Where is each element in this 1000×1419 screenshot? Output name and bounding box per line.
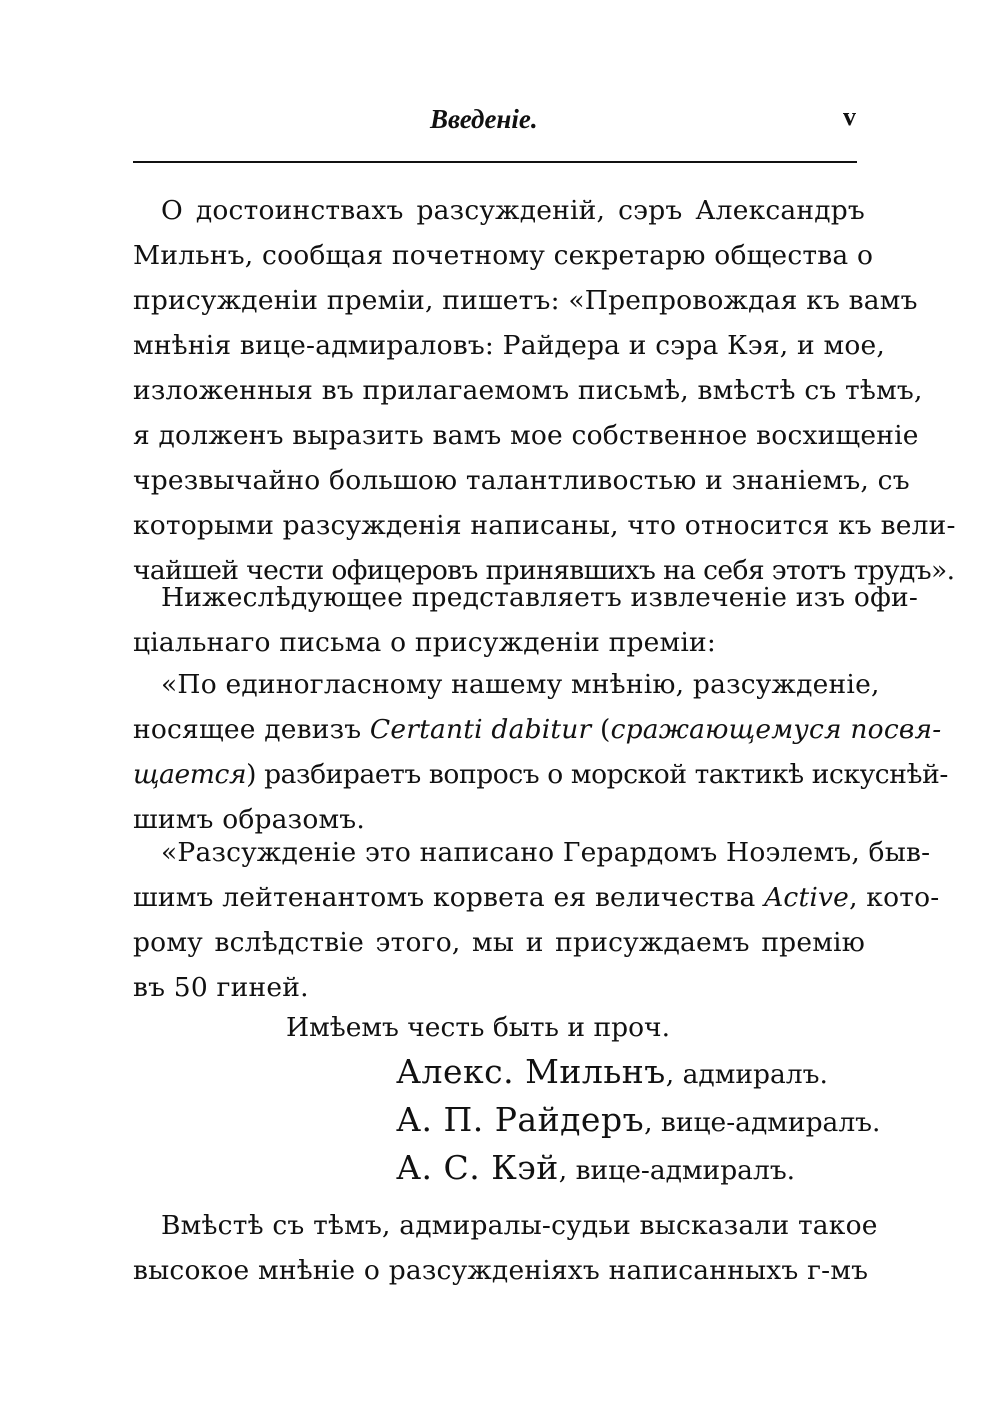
signatory-rank: , вице-адмиралъ.: [558, 1155, 796, 1186]
paragraph-5: [133, 1203, 878, 1293]
text-run: , кото-: [849, 882, 940, 913]
text-line: Мильнъ, сообщая почетному секретарю общества о: [133, 240, 874, 271]
paragraph-1: [133, 188, 956, 593]
signatory-name: А. П. Райдеръ: [396, 1100, 645, 1139]
text-line: я долженъ выразить вамъ мое собственное восхищеніе: [133, 420, 919, 451]
text-line: [133, 875, 940, 920]
header-rule: [133, 161, 857, 163]
text-line: [133, 707, 942, 752]
signatory-name: А. С. Кэй: [396, 1148, 559, 1187]
text-run: (: [591, 714, 611, 745]
text-line: которыми разсужденія написаны, что относится къ вели-: [133, 510, 956, 541]
text-line: [133, 752, 948, 797]
text-run: ) разбираетъ вопросъ о морской тактикѣ искуснѣй-: [246, 759, 948, 790]
text-line: ціальнаго письма о присужденіи преміи:: [133, 627, 717, 658]
signatory-rank: , вице-адмиралъ.: [644, 1107, 881, 1138]
signature: [396, 1148, 795, 1187]
text-run: шимъ лейтенантомъ корвета ея величества: [133, 882, 765, 913]
ship-name: Active: [764, 882, 850, 913]
text-line: присужденіи преміи, пишетъ: «Препровождая къ вамъ: [133, 285, 918, 316]
paragraph-3: [133, 662, 948, 842]
motto-translation: щается: [133, 759, 247, 790]
text-line: высокое мнѣніе о разсужденіяхъ написанныхъ г-мъ: [133, 1255, 869, 1286]
latin-motto: Certanti dabitur: [369, 714, 592, 745]
paragraph-2: [133, 575, 919, 665]
text-line: Нижеслѣдующее представляетъ извлеченіе изъ офи-: [161, 582, 919, 613]
signature: [396, 1052, 828, 1091]
signature: [396, 1100, 880, 1139]
signatory-rank: , адмиралъ.: [665, 1059, 828, 1090]
text-line: чайшей чести офицеровъ принявшихъ на себя этотъ трудъ».: [133, 555, 955, 586]
text-line: «Разсужденіе это написано Герардомъ Ноэлемъ, быв-: [161, 837, 931, 868]
text-line: рому вслѣдствіе этого, мы и присуждаемъ премію: [133, 927, 865, 958]
text-run: носящее девизъ: [133, 714, 370, 745]
text-line: мнѣнія вице-адмираловъ: Райдера и сэра Кэя, и мое,: [133, 330, 885, 361]
motto-translation: сражающемуся посвя-: [610, 714, 942, 745]
running-title: Введеніе.: [430, 104, 538, 134]
text-line: изложенныя въ прилагаемомъ письмѣ, вмѣстѣ съ тѣмъ,: [133, 375, 923, 406]
page-number: v: [843, 102, 856, 131]
text-line: Вмѣстѣ съ тѣмъ, адмиралы-судьи высказали такое: [161, 1210, 878, 1241]
text-line: чрезвычайно большою талантливостью и знаніемъ, съ: [133, 465, 910, 496]
text-line: «По единогласному нашему мнѣнію, разсужденіе,: [161, 669, 880, 700]
text-line: шимъ образомъ.: [133, 804, 365, 835]
paragraph-4: [133, 830, 940, 1010]
text-line: О достоинствахъ разсужденій, сэръ Александръ: [161, 195, 865, 226]
closing-formula: Имѣемъ честь быть и проч.: [286, 1012, 671, 1043]
signatory-name: Алекс. Мильнъ: [396, 1052, 666, 1091]
text-line: въ 50 гиней.: [133, 972, 309, 1003]
